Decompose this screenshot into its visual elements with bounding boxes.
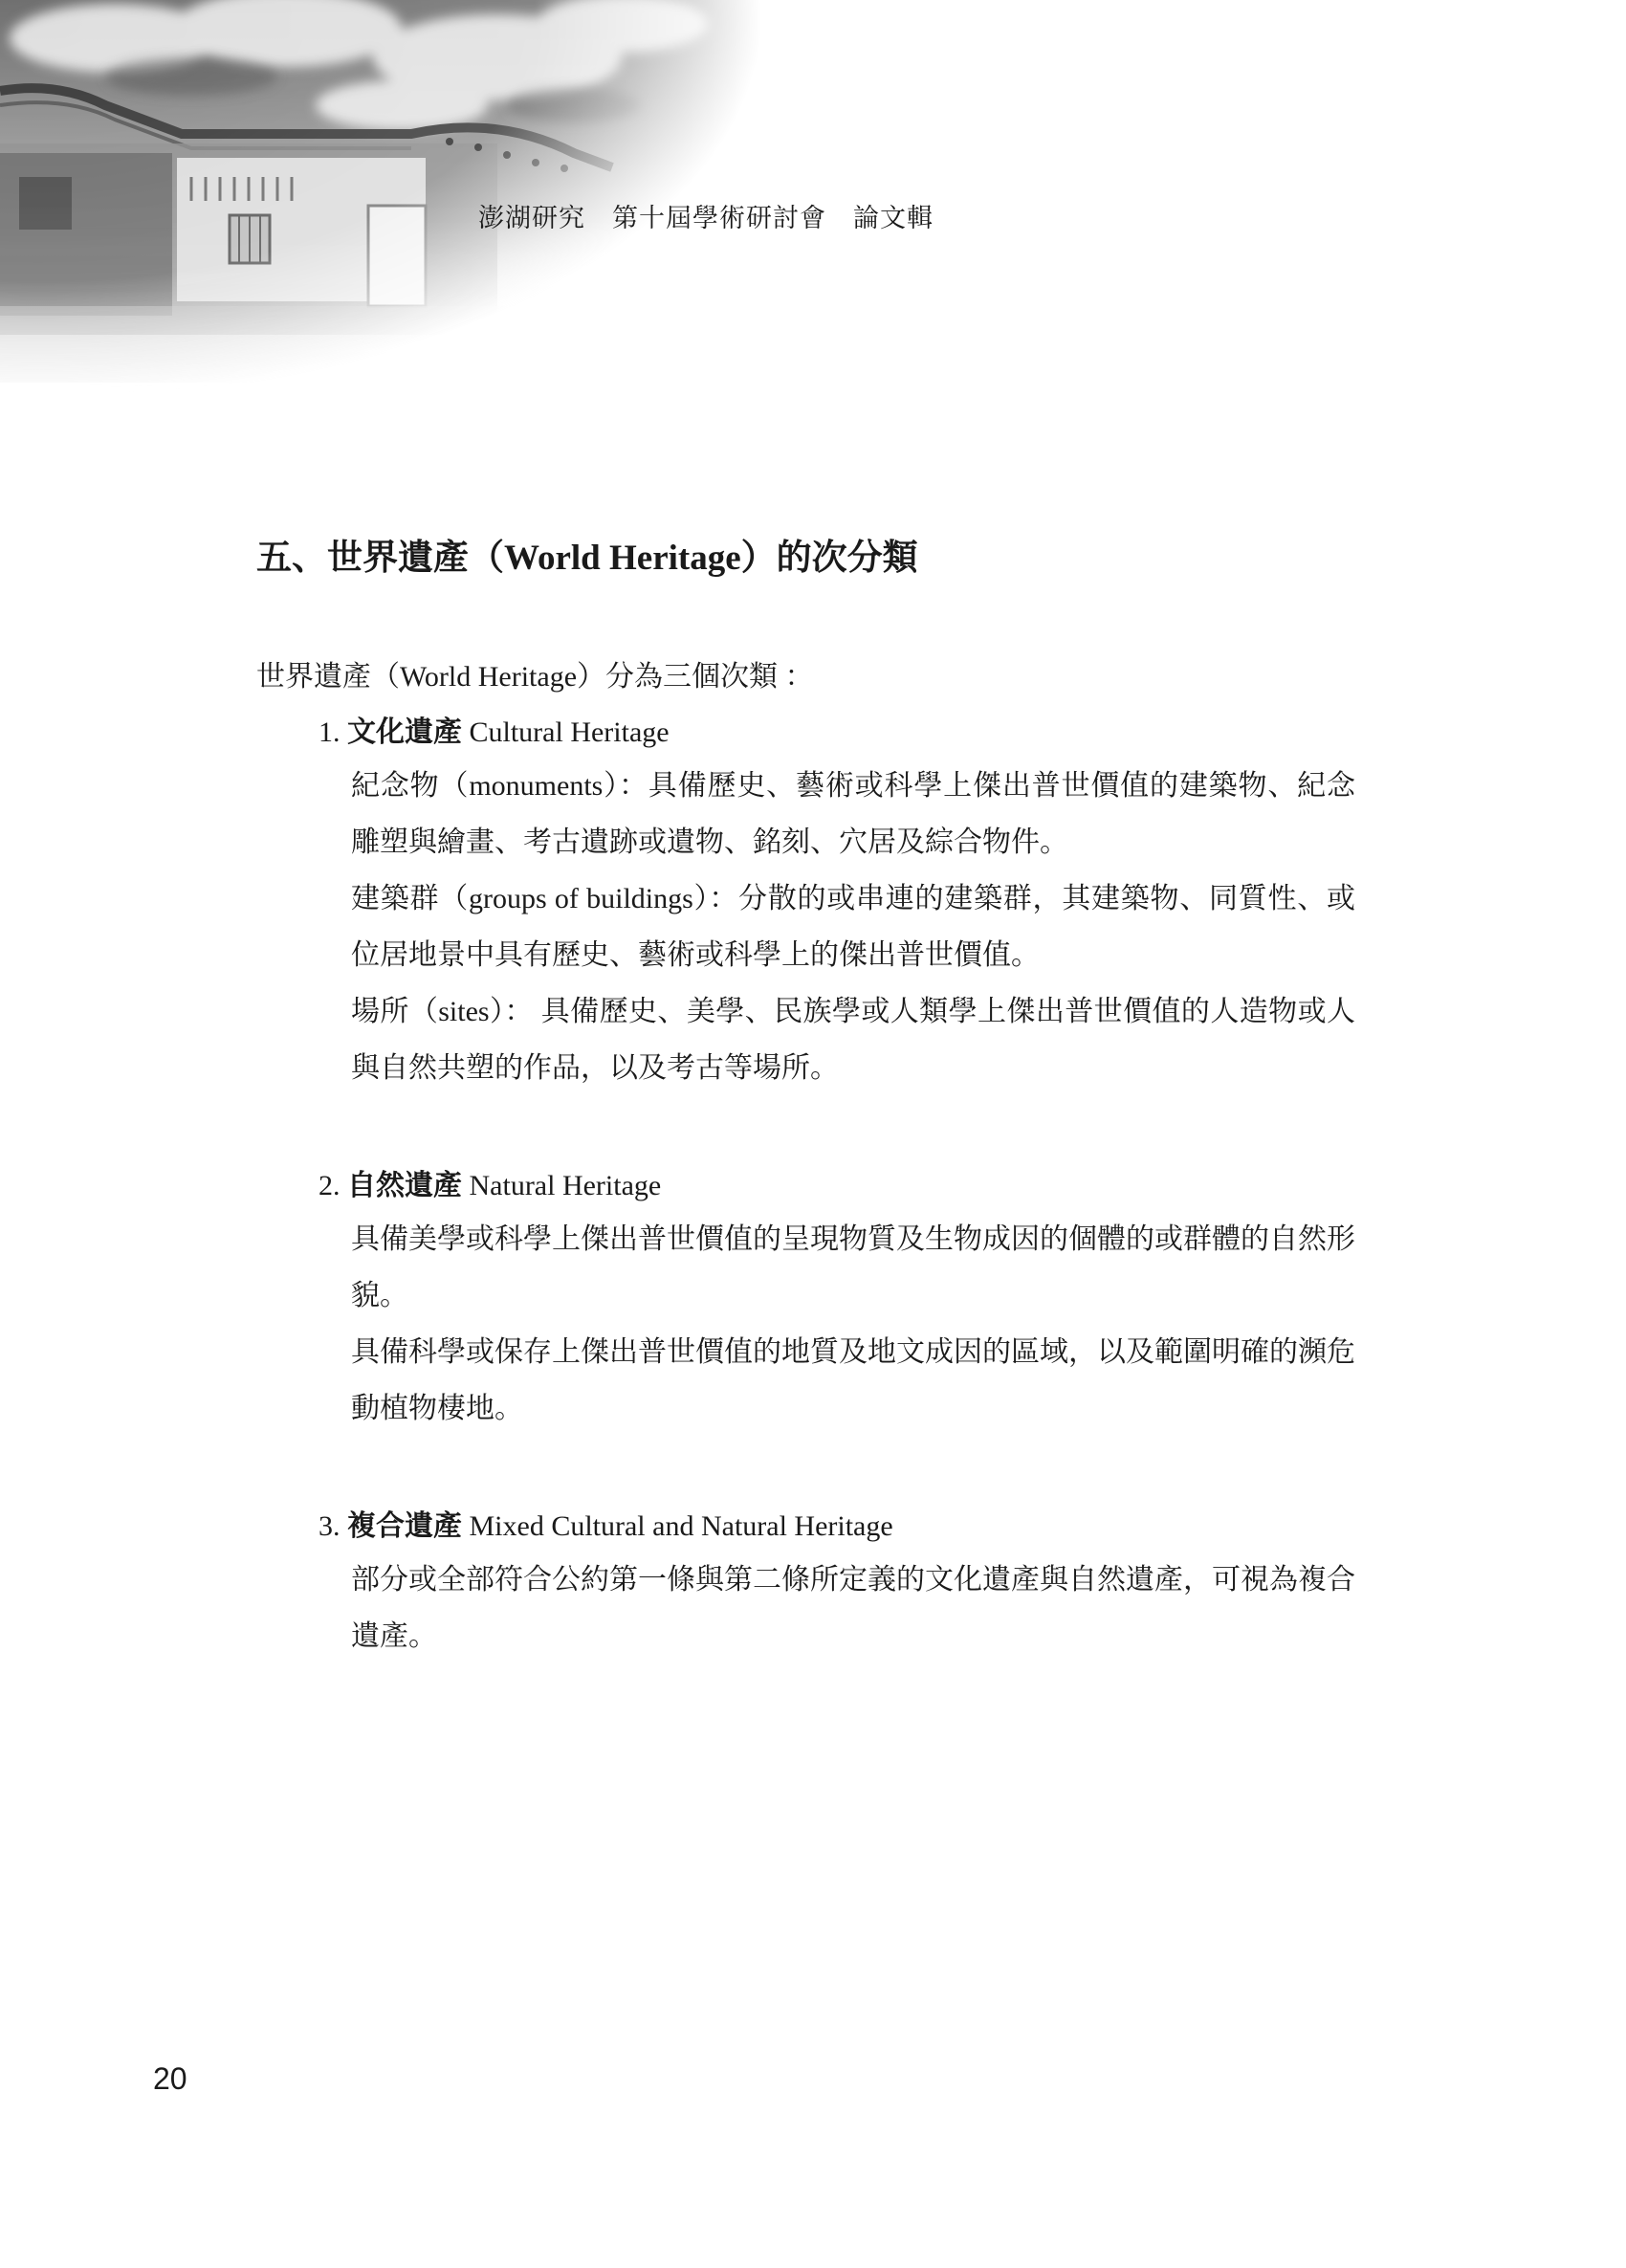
item-english: Mixed Cultural and Natural Heritage bbox=[469, 1510, 893, 1542]
section-intro: 世界遺產（World Heritage）分為三個次類 ： bbox=[256, 661, 814, 693]
item-number: 1. bbox=[319, 716, 341, 748]
section-title: 五、世界遺產（World Heritage）的次分類 bbox=[256, 539, 918, 578]
item-number: 3. bbox=[319, 1510, 341, 1542]
item-english: Natural Heritage bbox=[469, 1170, 662, 1201]
paragraph-natural-features: 具備美學或科學上傑出普世價值的呈現物質及生物成因的個體的或群體的自然形貌。 bbox=[351, 1223, 1355, 1311]
item-number: 2. bbox=[319, 1170, 341, 1201]
paragraph-sites: 場所（sites）： 具備歷史、美學、民族學或人類學上傑出普世價值的人造物或人與自然共塑的作品，以及考古等場所。 bbox=[351, 996, 1355, 1084]
item-heading-cultural-heritage bbox=[319, 708, 670, 750]
paragraph-geological-formations: 具備科學或保存上傑出普世價值的地質及地文成因的區域，以及範圍明確的瀕危動植物棲地。 bbox=[351, 1336, 1355, 1424]
item-term: 複合遺產 bbox=[347, 1510, 462, 1542]
page-number: 20 bbox=[153, 2061, 187, 2096]
running-header-title: 澎湖研究 第十屆學術研討會 論文輯 bbox=[478, 204, 934, 232]
item-heading-natural-heritage bbox=[319, 1161, 661, 1203]
item-term: 文化遺產 bbox=[347, 716, 462, 748]
item-heading-mixed-heritage bbox=[319, 1502, 893, 1544]
paragraph-monuments: 紀念物（monuments）：具備歷史、藝術或科學上傑出普世價值的建築物、紀念雕塑與繪畫、考古遺跡或遺物、銘刻、穴居及綜合物件。 bbox=[351, 770, 1355, 858]
item-term: 自然遺產 bbox=[347, 1170, 462, 1201]
paragraph-mixed-definition: 部分或全部符合公約第一條與第二條所定義的文化遺產與自然遺產，可視為複合遺產。 bbox=[351, 1564, 1355, 1652]
paragraph-groups-of-buildings: 建築群（groups of buildings）：分散的或串連的建築群，其建築物、同質性、或位居地景中具有歷史、藝術或科學上的傑出普世價值。 bbox=[351, 883, 1355, 971]
item-english: Cultural Heritage bbox=[469, 716, 670, 748]
